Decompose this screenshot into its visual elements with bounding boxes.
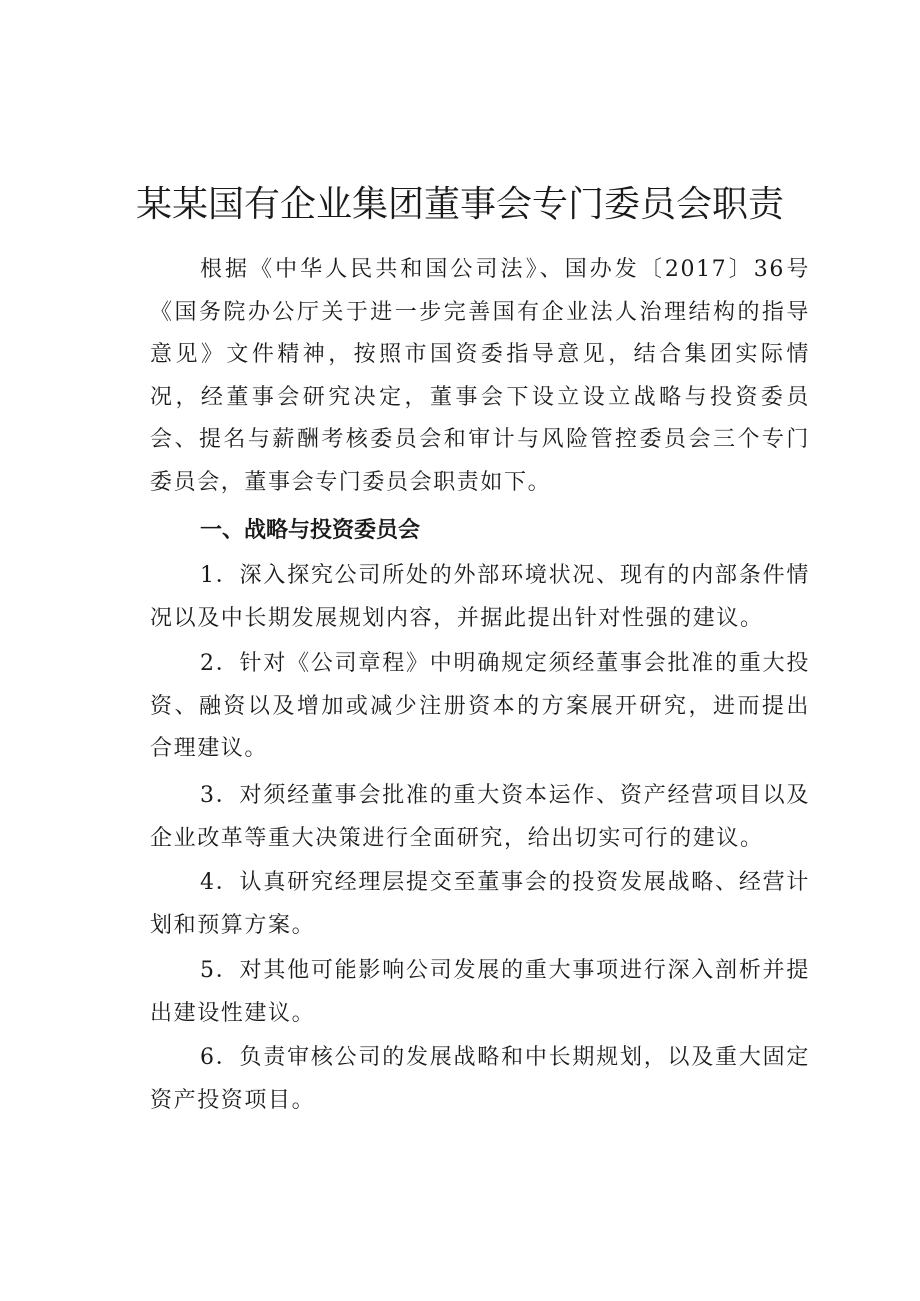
duty-item-5: 5．对其他可能影响公司发展的重大事项进行深入剖析并提出建设性建议。 (150, 958, 810, 1026)
section-heading-strategy-investment: 一、战略与投资委员会 (200, 518, 421, 543)
duty-item-1: 1．深入探究公司所处的外部环境状况、现有的内部条件情况以及中长期发展规划内容，并据此提出针对性强的建议。 (150, 563, 810, 631)
document-title: 某某国有企业集团董事会专门委员会职责 (135, 184, 784, 226)
duty-item-6: 6．负责审核公司的发展战略和中长期规划，以及重大固定资产投资项目。 (150, 1045, 810, 1113)
duty-item-2: 2．针对《公司章程》中明确规定须经董事会批准的重大投资、融资以及增加或减少注册资本的方案展开研究，进而提出合理建议。 (150, 651, 810, 761)
duty-item-4: 4．认真研究经理层提交至董事会的投资发展战略、经营计划和预算方案。 (150, 870, 810, 938)
intro-paragraph: 根据《中华人民共和国公司法》、国办发〔2017〕36号《国务院办公厅关于进一步完善国有企业法人治理结构的指导意见》文件精神，按照市国资委指导意见，结合集团实际情况，经董事会研究决定，董事会下设立设立战略与投资委员会、提名与薪酬考核委员会和审计与风险管控委员会三个专门委员会，董事会专门委员会职责如下。 (150, 257, 810, 495)
duty-item-3: 3．对须经董事会批准的重大资本运作、资产经营项目以及企业改革等重大决策进行全面研究，给出切实可行的建议。 (150, 783, 810, 851)
